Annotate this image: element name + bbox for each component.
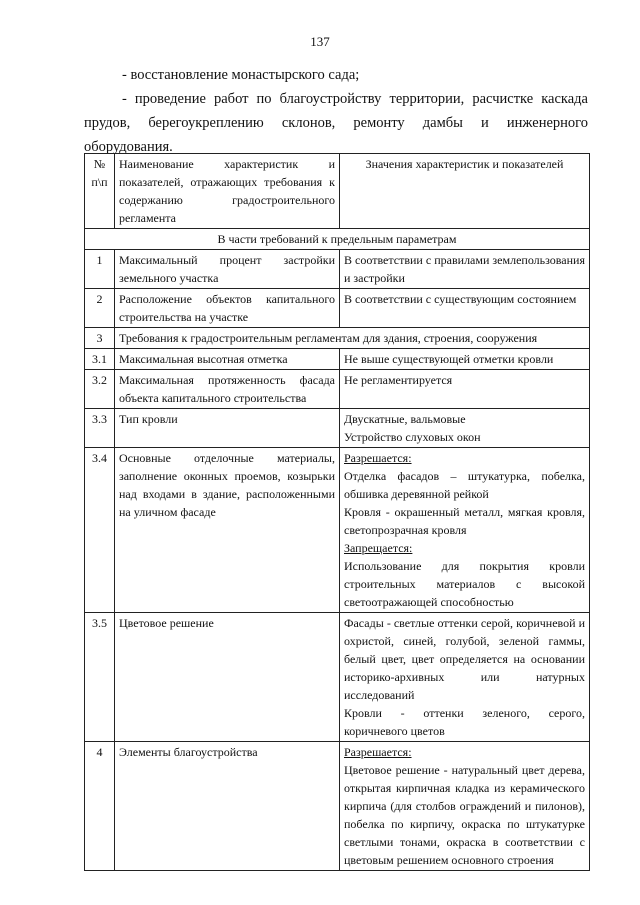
table-row — [85, 742, 590, 871]
value-line: Цветовое решение - натуральный цвет дерева, открытая кирпичная кладка из керамического кирпича (для столбов ограждений и пилонов), побелка по кирпичу, окраска по штукатурке светлыми тонами, окраска в соответствии с цветовым решением основного строения — [344, 763, 585, 867]
value-line: Двускатные, вальмовые — [344, 412, 466, 426]
row-name: Расположение объектов капитального строительства на участке — [115, 289, 340, 328]
row-name: Тип кровли — [115, 409, 340, 448]
row-name: Максимальная протяженность фасада объекта капитального строительства — [115, 370, 340, 409]
row-name: Элементы благоустройства — [115, 742, 340, 871]
row-value — [340, 613, 590, 742]
row-num: 3.4 — [85, 448, 115, 613]
row-name: Максимальная высотная отметка — [115, 349, 340, 370]
table-row — [85, 250, 590, 289]
section-1-title: В части требований к предельным параметрам — [85, 229, 590, 250]
allowed-label: Разрешается: — [344, 451, 412, 465]
row-value — [340, 742, 590, 871]
value-line: Устройство слуховых окон — [344, 430, 481, 444]
header-name: Наименование характеристик и показателей, отражающих требования к содержанию градостроительного регламента — [115, 154, 340, 229]
table-row — [85, 349, 590, 370]
value-line: Отделка фасадов – штукатурка, побелка, обшивка деревянной рейкой — [344, 469, 585, 501]
row-num: 3.1 — [85, 349, 115, 370]
value-line: Кровля - окрашенный металл, мягкая кровля, светопрозрачная кровля — [344, 505, 585, 537]
table-row — [85, 409, 590, 448]
row-value: Не регламентируется — [340, 370, 590, 409]
row-num: 3.2 — [85, 370, 115, 409]
value-line: Фасады - светлые оттенки серой, коричневой и охристой, синей, голубой, зеленой гаммы, белый цвет, цвет определяется на основании историко-архивных или натурных исследований — [344, 616, 585, 702]
allowed-label: Разрешается: — [344, 745, 412, 759]
header-num: № п\п — [85, 154, 115, 229]
row-num: 4 — [85, 742, 115, 871]
row-num: 3.5 — [85, 613, 115, 742]
section-3-title: Требования к градостроительным регламентам для здания, строения, сооружения — [115, 328, 590, 349]
table-row — [85, 613, 590, 742]
regulation-table — [84, 153, 590, 871]
row-name: Основные отделочные материалы, заполнение оконных проемов, козырьки над входами в здание, расположенными на уличном фасаде — [115, 448, 340, 613]
section-3-row — [85, 328, 590, 349]
forbidden-label: Запрещается: — [344, 541, 413, 555]
row-name: Максимальный процент застройки земельного участка — [115, 250, 340, 289]
row-num: 2 — [85, 289, 115, 328]
table-row — [85, 289, 590, 328]
page-number: 137 — [310, 34, 330, 49]
table-header-row — [85, 154, 590, 229]
intro-line-1: - восстановление монастырского сада; — [122, 67, 360, 83]
table-row — [85, 448, 590, 613]
header-value: Значения характеристик и показателей — [340, 154, 590, 229]
row-num: 1 — [85, 250, 115, 289]
row-value: В соответствии с существующим состоянием — [340, 289, 590, 328]
row-num: 3 — [85, 328, 115, 349]
intro-line-2: - проведение работ по благоустройству территории, расчистке каскада прудов, берегоукреплению склонов, ремонту дамбы и инженерного оборудования. — [84, 91, 588, 155]
value-line: Кровли - оттенки зеленого, серого, коричневого цветов — [344, 706, 585, 738]
row-value: Не выше существующей отметки кровли — [340, 349, 590, 370]
table-row — [85, 370, 590, 409]
row-num: 3.3 — [85, 409, 115, 448]
section-1-row — [85, 229, 590, 250]
row-name: Цветовое решение — [115, 613, 340, 742]
row-value — [340, 409, 590, 448]
row-value: В соответствии с правилами землепользования и застройки — [340, 250, 590, 289]
value-line: Использование для покрытия кровли строительных материалов с высокой светоотражающей способностью — [344, 559, 585, 609]
row-value — [340, 448, 590, 613]
